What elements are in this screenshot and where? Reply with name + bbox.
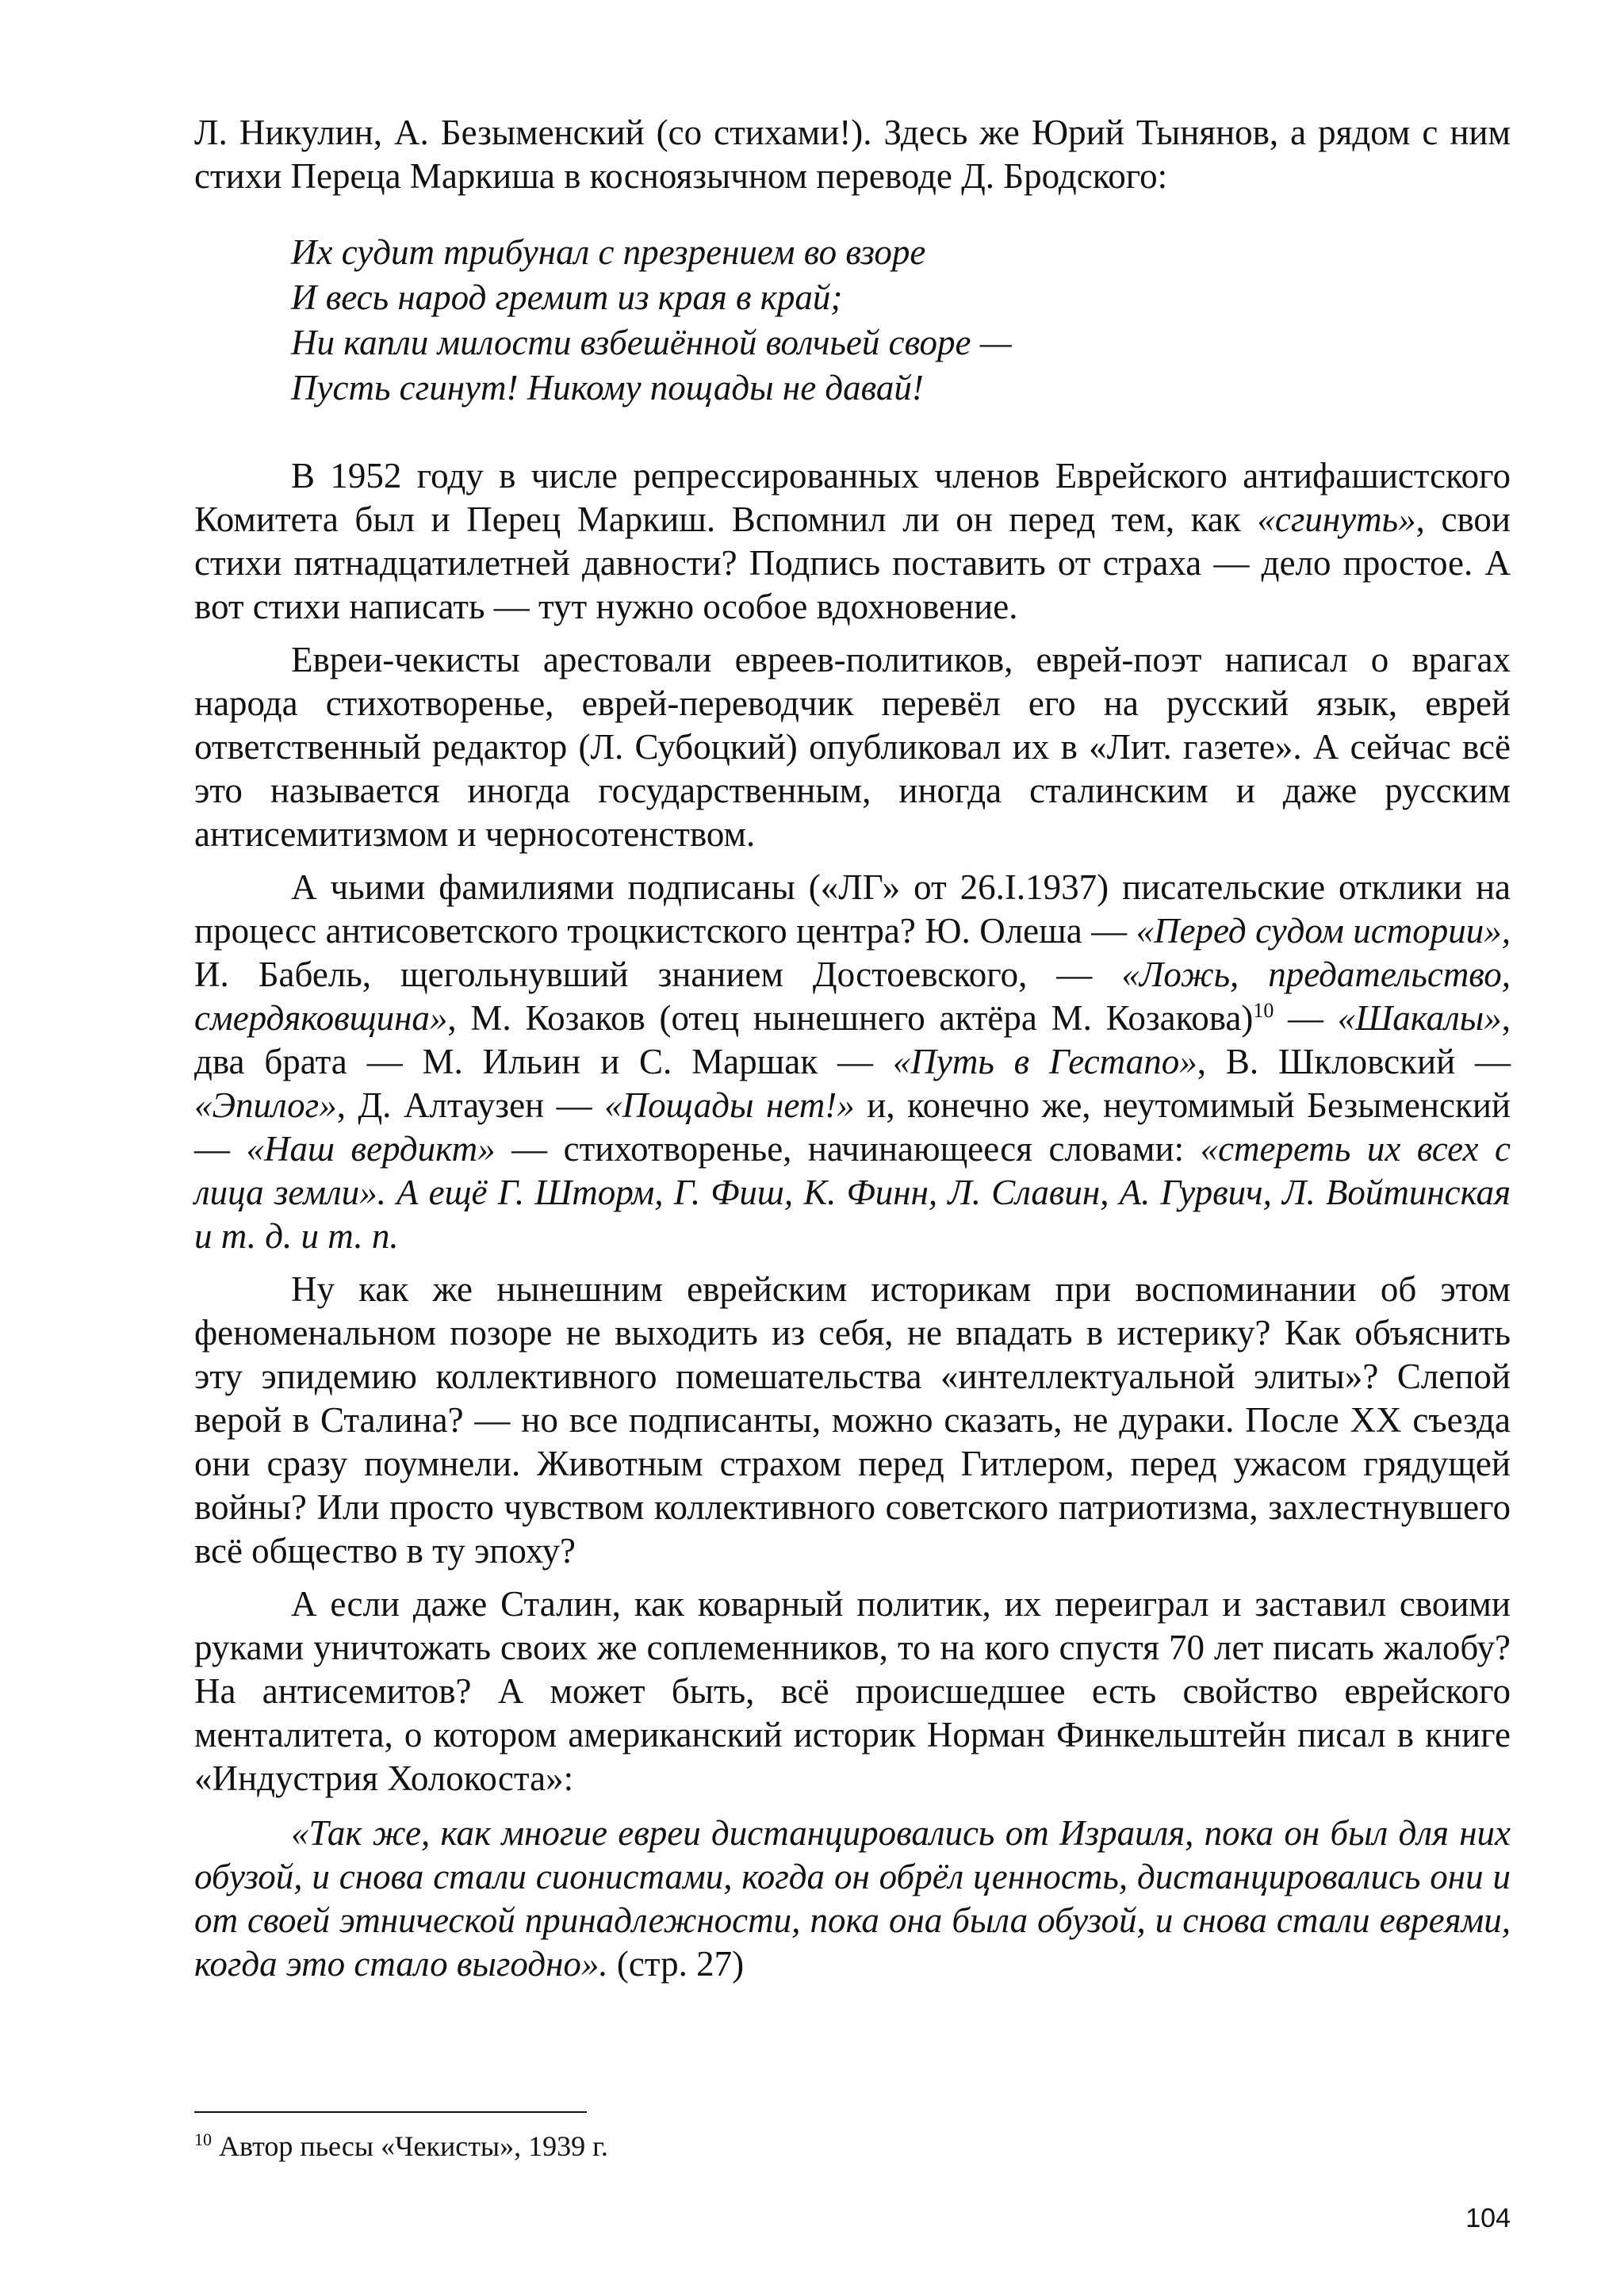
- footnote-10: [194, 2129, 608, 2164]
- p4-seg-6: —: [1274, 998, 1338, 1038]
- p4-seg-12: , Д. Алтаузен —: [336, 1085, 605, 1125]
- paragraph-2-text-c: , свои стихи пятнадцатилетней давности? Подпись поставить от страха — дело простое. А вот стихи написать — тут нужно особое вдохновение.: [194, 499, 1511, 626]
- p4-title-bezymensky: «Наш вердикт»: [246, 1129, 496, 1169]
- p4-title-altauzen: «Пощады нет!»: [604, 1085, 855, 1125]
- paragraph-2-text-a: В 1952 году в числе репрессированных членов Еврейского антифашистского Комитета был и Перец Маркиш. Вспомнил ли он перед тем, как: [194, 456, 1511, 539]
- paragraph-4: [194, 866, 1511, 1258]
- p4-seg-8: , два брата — М. Ильин и С. Маршак —: [194, 998, 1511, 1081]
- paragraph-3-text: Евреи-чекисты арестовали евреев-политиков, еврей-поэт написал о врагах народа стихотворенье, еврей-переводчик перевёл его на русский язык, еврей ответственный редактор (Л. Субоцкий) опубликовал их в «Лит. газете». А сейчас всё это называется иногда государственным, иногда сталинским и даже русским антисемитизмом и черносотенством.: [194, 640, 1511, 854]
- footnote-ref-10[interactable]: 10: [1253, 999, 1274, 1022]
- p4-title-marshak: «Путь в Гестапо»: [892, 1042, 1197, 1081]
- paragraph-1-text: Л. Никулин, А. Безыменский (со стихами!). Здесь же Юрий Тынянов, а рядом с ним стихи Переца Маркиша в косноязычном переводе Д. Бродского:: [194, 113, 1511, 196]
- finkelstein-quote: [194, 1812, 1511, 1986]
- verse-line-3: Ни капли милости взбешённой волчьей своре —: [291, 323, 1012, 362]
- paragraph-1: [194, 111, 1511, 198]
- page-number: 104: [1465, 2203, 1511, 2233]
- p4-seg-17-italic: «стереть их всех с лица земли». А ещё Г. Шторм, Г. Фиш, К. Финн, Л. Славин, А. Гурвич, Л. Войтинская и т. д. и т. п.: [194, 1129, 1511, 1256]
- paragraph-3: [194, 638, 1511, 856]
- verse-line-1: Их судит трибунал с презрением во взоре: [291, 232, 926, 272]
- paragraph-2: [194, 454, 1511, 629]
- p4-seg-1: А чьими фамилиями подписаны («ЛГ» от 26.I.1937) писательские отклики на процесс антисоветского троцкистского центра? Ю. Олеша —: [194, 867, 1511, 951]
- p4-seg-16: — стихотворенье, начинающееся словами:: [495, 1129, 1201, 1169]
- paragraph-6: [194, 1582, 1511, 1800]
- p4-seg-3: И. Бабель, щегольнувший знанием Достоевского, —: [194, 955, 1122, 994]
- poem-verse: [291, 230, 1511, 411]
- paragraph-6-text: А если даже Сталин, как коварный политик, их переиграл и заставил своими руками уничтожать своих же соплеменников, то на кого спустя 70 лет писать жалобу? На антисемитов? А может быть, всё происшедшее есть свойство еврейского менталитета, о котором американский историк Норман Финкельштейн писал в книге «Индустрия Холокоста»:: [194, 1584, 1511, 1798]
- p4-title-babel: «Ложь, предательство, смердяковщина»: [194, 955, 1511, 1038]
- p4-title-shklovsky: «Эпилог»: [194, 1085, 337, 1125]
- paragraph-5: [194, 1268, 1511, 1573]
- p4-seg-10: , В. Шкловский —: [1197, 1042, 1511, 1081]
- page-body: [194, 111, 1511, 1986]
- p4-title-olesha: «Перед судом истории»,: [1136, 911, 1511, 951]
- paragraph-5-text: Ну как же нынешним еврейским историкам при воспоминании об этом феноменальном позоре не выходить из себя, не впадать в истерику? Как объяснить эту эпидемию коллективного помешательства «интеллектуальной элиты»? Слепой верой в Сталина? — но все подписанты, можно сказать, не дураки. После XX съезда они сразу поумнели. Животным страхом перед Гитлером, перед ужасом грядущей войны? Или просто чувством коллективного советского патриотизма, захлестнувшего всё общество в ту эпоху?: [194, 1269, 1511, 1571]
- p4-seg-5: , М. Козаков (отец нынешнего актёра М. Козакова): [447, 998, 1254, 1038]
- quote-text: «Так же, как многие евреи дистанцировались от Израиля, пока он был для них обузой, и снова стали сионистами, когда он обрёл ценность, дистанцировались они и от своей этнической принадлежности, пока она была обузой, и снова стали евреями, когда это стало выгодно».: [194, 1813, 1511, 1984]
- footnote-number: 10: [194, 2130, 212, 2149]
- p4-title-kozakov: «Шакалы»: [1337, 998, 1502, 1038]
- footnote-text: Автор пьесы «Чекисты», 1939 г.: [212, 2130, 608, 2162]
- footnote-separator: [194, 2111, 587, 2113]
- p4-seg-14: и, конечно же, неутомимый Безыменский —: [194, 1085, 1511, 1169]
- quote-page-ref: (стр. 27): [607, 1944, 745, 1984]
- paragraph-2-italic-sginut: «сгинуть»: [1257, 499, 1416, 539]
- verse-line-4: Пусть сгинут! Никому пощады не давай!: [291, 368, 924, 408]
- verse-line-2: И весь народ гремит из края в край;: [291, 277, 843, 317]
